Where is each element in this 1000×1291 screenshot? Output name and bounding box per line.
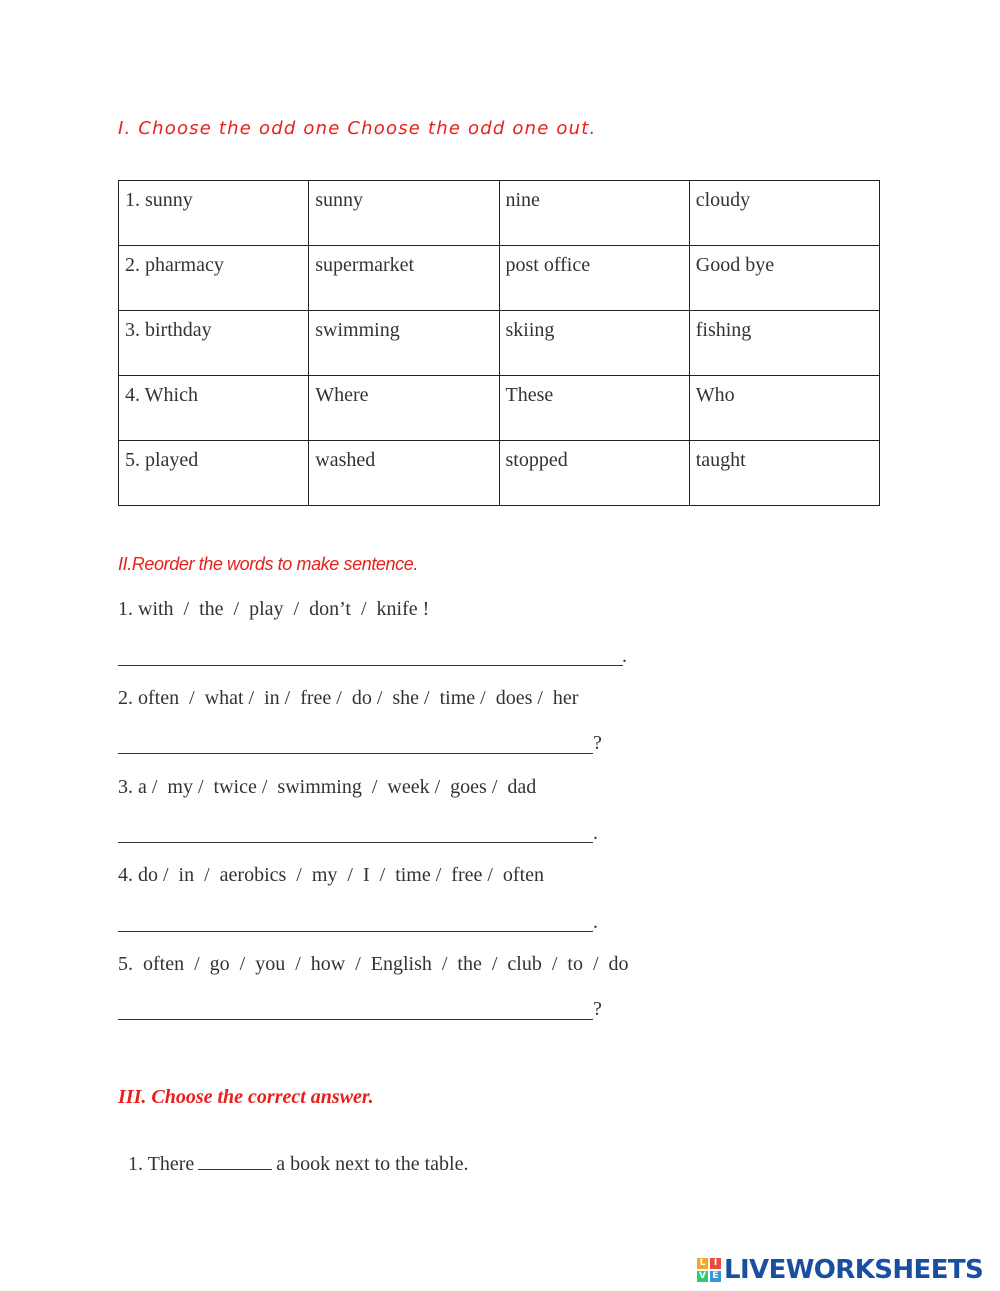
- question-1-blank[interactable]: [198, 1153, 272, 1170]
- table-cell[interactable]: stopped: [499, 441, 689, 506]
- table-cell: 2. pharmacy: [119, 246, 309, 311]
- reorder-prompt-2: 2. often / what / in / free / do / she / time / does / her: [118, 687, 579, 709]
- logo-text: LIVEWORKSHEETS: [724, 1255, 984, 1285]
- table-row: [119, 246, 880, 311]
- answer-end-1: .: [622, 645, 627, 667]
- section2-title: II.Reorder the words to make sentence.: [118, 554, 418, 574]
- question-1: [118, 1130, 468, 1176]
- reorder-prompt-3: 3. a / my / twice / swimming / week / goes / dad: [118, 776, 537, 798]
- odd-one-out-table: [118, 180, 880, 506]
- table-cell[interactable]: fishing: [689, 311, 879, 376]
- table-cell[interactable]: supermarket: [309, 246, 499, 311]
- table-cell[interactable]: taught: [689, 441, 879, 506]
- table-cell[interactable]: cloudy: [689, 181, 879, 246]
- logo-block: I: [710, 1258, 721, 1269]
- table-cell[interactable]: Who: [689, 376, 879, 441]
- section3-title: III. Choose the correct answer.: [118, 1086, 374, 1108]
- table-cell[interactable]: washed: [309, 441, 499, 506]
- question-1-end: a book next to the table.: [276, 1153, 469, 1175]
- answer-blank-1[interactable]: [118, 665, 623, 666]
- answer-end-4: .: [593, 911, 598, 933]
- logo-block: E: [710, 1271, 721, 1282]
- liveworksheets-logo: [697, 1255, 983, 1285]
- answer-end-5: ?: [593, 998, 602, 1020]
- question-1-start: 1. There: [128, 1153, 195, 1175]
- answer-blank-5[interactable]: [118, 1019, 593, 1020]
- table-cell[interactable]: sunny: [309, 181, 499, 246]
- table-cell: 5. played: [119, 441, 309, 506]
- answer-end-2: ?: [593, 732, 602, 754]
- table-cell[interactable]: skiing: [499, 311, 689, 376]
- reorder-prompt-1: 1. with / the / play / don’t / knife !: [118, 598, 430, 620]
- logo-block: V: [697, 1271, 708, 1282]
- answer-blank-2[interactable]: [118, 753, 593, 754]
- table-row: [119, 376, 880, 441]
- table-cell: 3. birthday: [119, 311, 309, 376]
- section1-title: I. Choose the odd one Choose the odd one out.: [118, 118, 597, 139]
- table-cell[interactable]: nine: [499, 181, 689, 246]
- table-cell[interactable]: Where: [309, 376, 499, 441]
- table-row: [119, 441, 880, 506]
- table-cell[interactable]: swimming: [309, 311, 499, 376]
- table-cell: 1. sunny: [119, 181, 309, 246]
- table-row: [119, 311, 880, 376]
- logo-blocks-icon: [697, 1258, 721, 1282]
- answer-end-3: .: [593, 822, 598, 844]
- reorder-prompt-4: 4. do / in / aerobics / my / I / time / free / often: [118, 864, 545, 886]
- table-cell[interactable]: Good bye: [689, 246, 879, 311]
- table-row: [119, 181, 880, 246]
- table-cell[interactable]: These: [499, 376, 689, 441]
- table-cell[interactable]: post office: [499, 246, 689, 311]
- logo-block: L: [697, 1258, 708, 1269]
- reorder-prompt-5: 5. often / go / you / how / English / the / club / to / do: [118, 953, 629, 975]
- answer-blank-3[interactable]: [118, 842, 593, 843]
- table-cell: 4. Which: [119, 376, 309, 441]
- answer-blank-4[interactable]: [118, 931, 593, 932]
